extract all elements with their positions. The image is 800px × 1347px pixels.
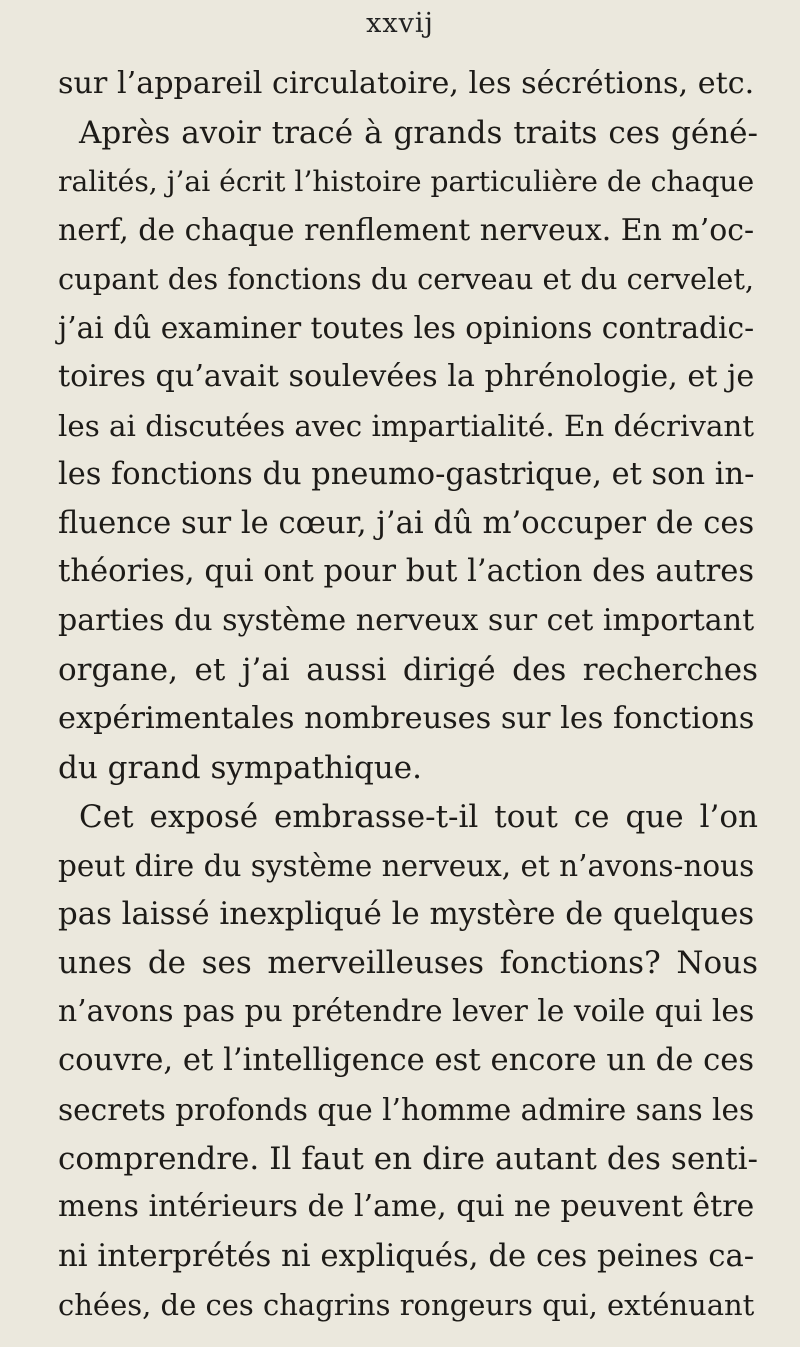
text-line: sur l’appareil circulatoire, les sécrétions, etc.	[58, 66, 755, 101]
text-line: les ai discutées avec impartialité. En décrivant	[58, 408, 755, 443]
text-line: comprendre. Il faut en dire autant des senti-	[58, 1140, 758, 1177]
text-line: couvre, et l’intelligence est encore un de ces	[58, 1042, 755, 1078]
text-line: n’avons pas pu prétendre lever le voile qui les	[58, 994, 755, 1030]
text-line: cupant des fonctions du cerveau et du cervelet,	[58, 262, 755, 297]
text-line: parties du système nerveux sur cet important	[58, 603, 755, 639]
text-line: unes de ses merveilleuses fonctions? Nous	[58, 945, 758, 982]
text-line: j’ai dû examiner toutes les opinions contradic-	[58, 310, 755, 346]
text-line: organe, et j’ai aussi dirigé des recherches	[58, 652, 758, 689]
text-line: nerf, de chaque renflement nerveux. En m’oc-	[58, 212, 755, 248]
text-line: les fonctions du pneumo-gastrique, et son in-	[58, 456, 755, 492]
text-line: toires qu’avait soulevées la phrénologie, et je	[58, 359, 755, 395]
text-line: ni interprétés ni expliqués, de ces peines ca-	[58, 1238, 755, 1275]
text-line: secrets profonds que l’homme admire sans les	[58, 1092, 755, 1127]
text-line: du grand sympathique.	[58, 749, 422, 786]
text-line: Cet exposé embrasse-t-il tout ce que l’on	[79, 798, 758, 835]
text-line: ralités, j’ai écrit l’histoire particulière de chaque	[58, 164, 755, 198]
text-line: peut dire du système nerveux, et n’avons-nous	[58, 848, 755, 883]
text-line: théories, qui ont pour but l’action des autres	[58, 554, 755, 590]
body-text	[58, 60, 758, 1330]
text-line: mens intérieurs de l’ame, qui ne peuvent être	[58, 1189, 755, 1225]
text-line: fluence sur le cœur, j’ai dû m’occuper de ces	[58, 505, 755, 541]
text-line: expérimentales nombreuses sur les fonctions	[58, 700, 755, 736]
text-line: Après avoir tracé à grands traits ces géné-	[79, 114, 758, 151]
text-line: pas laissé inexpliqué le mystère de quelques	[58, 896, 755, 933]
page-number: xxvij	[366, 8, 434, 39]
text-line: chées, de ces chagrins rongeurs qui, exténuant	[58, 1288, 755, 1323]
